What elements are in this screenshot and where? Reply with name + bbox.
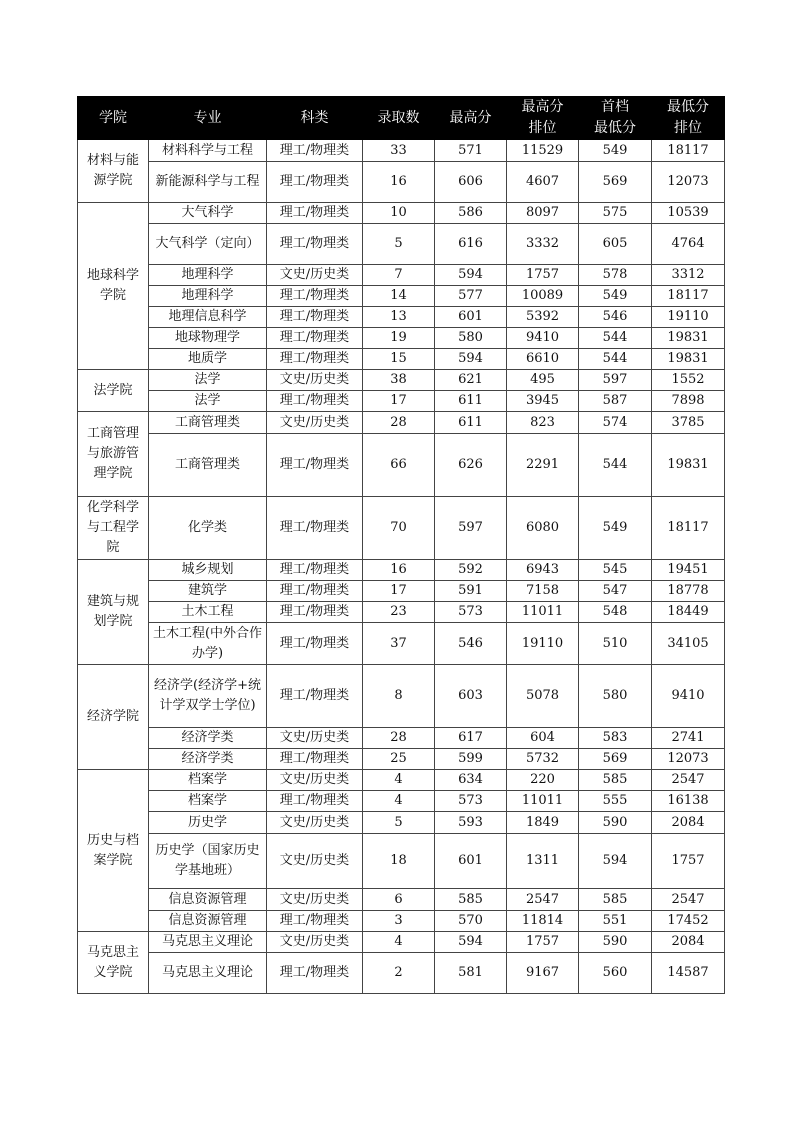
category-cell: 文史/历史类 — [267, 370, 363, 391]
enrolled-cell: 25 — [363, 749, 435, 770]
table-row — [78, 203, 725, 224]
min-rank-cell: 19110 — [652, 307, 725, 328]
table-row — [78, 749, 725, 770]
max-rank-cell: 7158 — [507, 581, 579, 602]
max-rank-cell: 1849 — [507, 812, 579, 834]
table-row — [78, 602, 725, 623]
header-college: 学院 — [78, 97, 149, 140]
first-min-cell: 575 — [579, 203, 652, 224]
max-rank-cell: 1757 — [507, 265, 579, 286]
min-rank-cell: 7898 — [652, 391, 725, 412]
table-row — [78, 911, 725, 932]
max-rank-cell: 1311 — [507, 834, 579, 889]
first-min-cell: 545 — [579, 560, 652, 581]
category-cell: 文史/历史类 — [267, 932, 363, 953]
table-header — [78, 97, 725, 140]
first-min-cell: 585 — [579, 770, 652, 791]
max-score-cell: 601 — [435, 307, 507, 328]
major-cell: 经济学类 — [149, 749, 267, 770]
max-rank-cell: 5732 — [507, 749, 579, 770]
min-rank-cell: 3785 — [652, 412, 725, 434]
min-rank-cell: 2547 — [652, 889, 725, 911]
first-min-cell: 555 — [579, 791, 652, 812]
major-cell: 地理科学 — [149, 286, 267, 307]
enrolled-cell: 28 — [363, 728, 435, 749]
max-score-cell: 580 — [435, 328, 507, 349]
max-rank-cell: 6080 — [507, 497, 579, 560]
enrolled-cell: 17 — [363, 581, 435, 602]
max-rank-cell: 9410 — [507, 328, 579, 349]
table-row — [78, 434, 725, 497]
max-score-cell: 634 — [435, 770, 507, 791]
max-score-cell: 611 — [435, 391, 507, 412]
first-min-cell: 587 — [579, 391, 652, 412]
enrolled-cell: 70 — [363, 497, 435, 560]
major-cell: 工商管理类 — [149, 434, 267, 497]
enrolled-cell: 13 — [363, 307, 435, 328]
major-cell: 档案学 — [149, 770, 267, 791]
first-min-cell: 585 — [579, 889, 652, 911]
max-score-cell: 594 — [435, 349, 507, 370]
table-row — [78, 497, 725, 560]
min-rank-cell: 34105 — [652, 623, 725, 665]
max-score-cell: 611 — [435, 412, 507, 434]
enrolled-cell: 4 — [363, 932, 435, 953]
table-row — [78, 265, 725, 286]
category-cell: 理工/物理类 — [267, 140, 363, 162]
first-min-cell: 597 — [579, 370, 652, 391]
category-cell: 文史/历史类 — [267, 770, 363, 791]
enrolled-cell: 3 — [363, 911, 435, 932]
min-rank-cell: 1552 — [652, 370, 725, 391]
major-cell: 经济学(经济学+统计学双学士学位) — [149, 665, 267, 728]
first-min-cell: 594 — [579, 834, 652, 889]
first-min-cell: 544 — [579, 328, 652, 349]
max-score-cell: 617 — [435, 728, 507, 749]
max-score-cell: 546 — [435, 623, 507, 665]
enrolled-cell: 33 — [363, 140, 435, 162]
max-score-cell: 577 — [435, 286, 507, 307]
admissions-table — [77, 96, 725, 994]
major-cell: 法学 — [149, 370, 267, 391]
first-min-cell: 549 — [579, 140, 652, 162]
table-row — [78, 889, 725, 911]
enrolled-cell: 19 — [363, 328, 435, 349]
major-cell: 土木工程 — [149, 602, 267, 623]
college-cell: 经济学院 — [78, 665, 149, 770]
category-cell: 文史/历史类 — [267, 412, 363, 434]
max-score-cell: 594 — [435, 265, 507, 286]
max-score-cell: 573 — [435, 602, 507, 623]
major-cell: 马克思主义理论 — [149, 953, 267, 994]
max-score-cell: 616 — [435, 224, 507, 265]
table-row — [78, 349, 725, 370]
first-min-cell: 578 — [579, 265, 652, 286]
major-cell: 经济学类 — [149, 728, 267, 749]
header-max-score: 最高分 — [435, 97, 507, 140]
max-rank-cell: 2547 — [507, 889, 579, 911]
max-rank-cell: 11529 — [507, 140, 579, 162]
category-cell: 理工/物理类 — [267, 602, 363, 623]
table-row — [78, 412, 725, 434]
major-cell: 材料科学与工程 — [149, 140, 267, 162]
min-rank-cell: 14587 — [652, 953, 725, 994]
major-cell: 地质学 — [149, 349, 267, 370]
header-row — [78, 97, 725, 140]
category-cell: 理工/物理类 — [267, 749, 363, 770]
max-rank-cell: 9167 — [507, 953, 579, 994]
college-cell: 法学院 — [78, 370, 149, 412]
max-score-cell: 585 — [435, 889, 507, 911]
max-score-cell: 599 — [435, 749, 507, 770]
min-rank-cell: 19831 — [652, 328, 725, 349]
major-cell: 信息资源管理 — [149, 911, 267, 932]
first-min-cell: 580 — [579, 665, 652, 728]
first-min-cell: 590 — [579, 932, 652, 953]
major-cell: 土木工程(中外合作办学) — [149, 623, 267, 665]
enrolled-cell: 37 — [363, 623, 435, 665]
category-cell: 理工/物理类 — [267, 203, 363, 224]
max-score-cell: 593 — [435, 812, 507, 834]
table-row — [78, 834, 725, 889]
enrolled-cell: 6 — [363, 889, 435, 911]
max-rank-cell: 823 — [507, 412, 579, 434]
max-score-cell: 586 — [435, 203, 507, 224]
category-cell: 理工/物理类 — [267, 328, 363, 349]
table-row — [78, 581, 725, 602]
major-cell: 地球物理学 — [149, 328, 267, 349]
college-cell: 马克思主义学院 — [78, 932, 149, 994]
max-rank-cell: 11011 — [507, 602, 579, 623]
enrolled-cell: 28 — [363, 412, 435, 434]
table-row — [78, 932, 725, 953]
category-cell: 理工/物理类 — [267, 286, 363, 307]
min-rank-cell: 1757 — [652, 834, 725, 889]
first-min-cell: 605 — [579, 224, 652, 265]
category-cell: 文史/历史类 — [267, 812, 363, 834]
max-rank-cell: 19110 — [507, 623, 579, 665]
table-row — [78, 728, 725, 749]
max-rank-cell: 11011 — [507, 791, 579, 812]
enrolled-cell: 2 — [363, 953, 435, 994]
max-score-cell: 581 — [435, 953, 507, 994]
max-rank-cell: 6943 — [507, 560, 579, 581]
college-cell: 历史与档案学院 — [78, 770, 149, 932]
first-min-cell: 549 — [579, 497, 652, 560]
major-cell: 大气科学（定向） — [149, 224, 267, 265]
college-cell: 工商管理与旅游管理学院 — [78, 412, 149, 497]
max-rank-cell: 1757 — [507, 932, 579, 953]
max-rank-cell: 220 — [507, 770, 579, 791]
enrolled-cell: 4 — [363, 791, 435, 812]
max-score-cell: 591 — [435, 581, 507, 602]
header-major: 专业 — [149, 97, 267, 140]
enrolled-cell: 17 — [363, 391, 435, 412]
first-min-cell: 569 — [579, 162, 652, 203]
header-min-rank: 最低分 排位 — [652, 97, 725, 140]
max-score-cell: 606 — [435, 162, 507, 203]
min-rank-cell: 12073 — [652, 749, 725, 770]
first-min-cell: 583 — [579, 728, 652, 749]
min-rank-cell: 3312 — [652, 265, 725, 286]
enrolled-cell: 38 — [363, 370, 435, 391]
category-cell: 理工/物理类 — [267, 581, 363, 602]
major-cell: 历史学 — [149, 812, 267, 834]
max-rank-cell: 4607 — [507, 162, 579, 203]
major-cell: 历史学（国家历史学基地班） — [149, 834, 267, 889]
enrolled-cell: 5 — [363, 224, 435, 265]
category-cell: 理工/物理类 — [267, 224, 363, 265]
major-cell: 工商管理类 — [149, 412, 267, 434]
max-rank-cell: 8097 — [507, 203, 579, 224]
min-rank-cell: 17452 — [652, 911, 725, 932]
enrolled-cell: 14 — [363, 286, 435, 307]
max-rank-cell: 10089 — [507, 286, 579, 307]
category-cell: 理工/物理类 — [267, 307, 363, 328]
table-row — [78, 286, 725, 307]
max-score-cell: 592 — [435, 560, 507, 581]
max-rank-cell: 6610 — [507, 349, 579, 370]
max-score-cell: 571 — [435, 140, 507, 162]
header-enrolled: 录取数 — [363, 97, 435, 140]
min-rank-cell: 19451 — [652, 560, 725, 581]
max-rank-cell: 5078 — [507, 665, 579, 728]
first-min-cell: 590 — [579, 812, 652, 834]
max-score-cell: 594 — [435, 932, 507, 953]
enrolled-cell: 66 — [363, 434, 435, 497]
major-cell: 建筑学 — [149, 581, 267, 602]
max-score-cell: 597 — [435, 497, 507, 560]
first-min-cell: 549 — [579, 286, 652, 307]
min-rank-cell: 18449 — [652, 602, 725, 623]
college-cell: 化学科学与工程学院 — [78, 497, 149, 560]
category-cell: 理工/物理类 — [267, 434, 363, 497]
min-rank-cell: 18778 — [652, 581, 725, 602]
table-row — [78, 770, 725, 791]
enrolled-cell: 7 — [363, 265, 435, 286]
college-cell: 材料与能源学院 — [78, 140, 149, 203]
first-min-cell: 544 — [579, 349, 652, 370]
first-min-cell: 547 — [579, 581, 652, 602]
max-rank-cell: 604 — [507, 728, 579, 749]
header-max-rank: 最高分 排位 — [507, 97, 579, 140]
max-rank-cell: 495 — [507, 370, 579, 391]
table-row — [78, 560, 725, 581]
category-cell: 文史/历史类 — [267, 889, 363, 911]
enrolled-cell: 15 — [363, 349, 435, 370]
category-cell: 文史/历史类 — [267, 265, 363, 286]
table-row — [78, 791, 725, 812]
category-cell: 理工/物理类 — [267, 953, 363, 994]
enrolled-cell: 18 — [363, 834, 435, 889]
min-rank-cell: 18117 — [652, 140, 725, 162]
major-cell: 地理信息科学 — [149, 307, 267, 328]
major-cell: 大气科学 — [149, 203, 267, 224]
min-rank-cell: 4764 — [652, 224, 725, 265]
min-rank-cell: 18117 — [652, 497, 725, 560]
category-cell: 理工/物理类 — [267, 162, 363, 203]
header-category: 科类 — [267, 97, 363, 140]
category-cell: 理工/物理类 — [267, 623, 363, 665]
category-cell: 理工/物理类 — [267, 911, 363, 932]
max-score-cell: 603 — [435, 665, 507, 728]
max-rank-cell: 2291 — [507, 434, 579, 497]
table-row — [78, 370, 725, 391]
first-min-cell: 551 — [579, 911, 652, 932]
first-min-cell: 546 — [579, 307, 652, 328]
table-row — [78, 140, 725, 162]
first-min-cell: 548 — [579, 602, 652, 623]
max-score-cell: 570 — [435, 911, 507, 932]
min-rank-cell: 9410 — [652, 665, 725, 728]
max-score-cell: 626 — [435, 434, 507, 497]
table-row — [78, 665, 725, 728]
table-body — [78, 140, 725, 994]
enrolled-cell: 8 — [363, 665, 435, 728]
min-rank-cell: 2084 — [652, 812, 725, 834]
major-cell: 城乡规划 — [149, 560, 267, 581]
table-row — [78, 162, 725, 203]
college-cell: 地球科学学院 — [78, 203, 149, 370]
category-cell: 理工/物理类 — [267, 391, 363, 412]
max-rank-cell: 3332 — [507, 224, 579, 265]
max-score-cell: 601 — [435, 834, 507, 889]
table-row — [78, 953, 725, 994]
min-rank-cell: 16138 — [652, 791, 725, 812]
table-row — [78, 812, 725, 834]
min-rank-cell: 19831 — [652, 434, 725, 497]
category-cell: 文史/历史类 — [267, 834, 363, 889]
max-score-cell: 621 — [435, 370, 507, 391]
max-score-cell: 573 — [435, 791, 507, 812]
first-min-cell: 560 — [579, 953, 652, 994]
category-cell: 理工/物理类 — [267, 349, 363, 370]
major-cell: 信息资源管理 — [149, 889, 267, 911]
min-rank-cell: 19831 — [652, 349, 725, 370]
first-min-cell: 510 — [579, 623, 652, 665]
major-cell: 地理科学 — [149, 265, 267, 286]
max-rank-cell: 11814 — [507, 911, 579, 932]
table-row — [78, 623, 725, 665]
min-rank-cell: 2547 — [652, 770, 725, 791]
min-rank-cell: 18117 — [652, 286, 725, 307]
enrolled-cell: 4 — [363, 770, 435, 791]
major-cell: 新能源科学与工程 — [149, 162, 267, 203]
enrolled-cell: 16 — [363, 162, 435, 203]
enrolled-cell: 16 — [363, 560, 435, 581]
major-cell: 马克思主义理论 — [149, 932, 267, 953]
first-min-cell: 574 — [579, 412, 652, 434]
major-cell: 档案学 — [149, 791, 267, 812]
college-cell: 建筑与规划学院 — [78, 560, 149, 665]
header-first-min: 首档 最低分 — [579, 97, 652, 140]
table-row — [78, 391, 725, 412]
enrolled-cell: 5 — [363, 812, 435, 834]
category-cell: 理工/物理类 — [267, 497, 363, 560]
first-min-cell: 569 — [579, 749, 652, 770]
table-row — [78, 224, 725, 265]
table-row — [78, 328, 725, 349]
min-rank-cell: 12073 — [652, 162, 725, 203]
enrolled-cell: 23 — [363, 602, 435, 623]
category-cell: 理工/物理类 — [267, 791, 363, 812]
max-rank-cell: 3945 — [507, 391, 579, 412]
major-cell: 法学 — [149, 391, 267, 412]
first-min-cell: 544 — [579, 434, 652, 497]
min-rank-cell: 2084 — [652, 932, 725, 953]
min-rank-cell: 2741 — [652, 728, 725, 749]
enrolled-cell: 10 — [363, 203, 435, 224]
max-rank-cell: 5392 — [507, 307, 579, 328]
table-row — [78, 307, 725, 328]
category-cell: 理工/物理类 — [267, 560, 363, 581]
major-cell: 化学类 — [149, 497, 267, 560]
category-cell: 文史/历史类 — [267, 728, 363, 749]
min-rank-cell: 10539 — [652, 203, 725, 224]
category-cell: 理工/物理类 — [267, 665, 363, 728]
